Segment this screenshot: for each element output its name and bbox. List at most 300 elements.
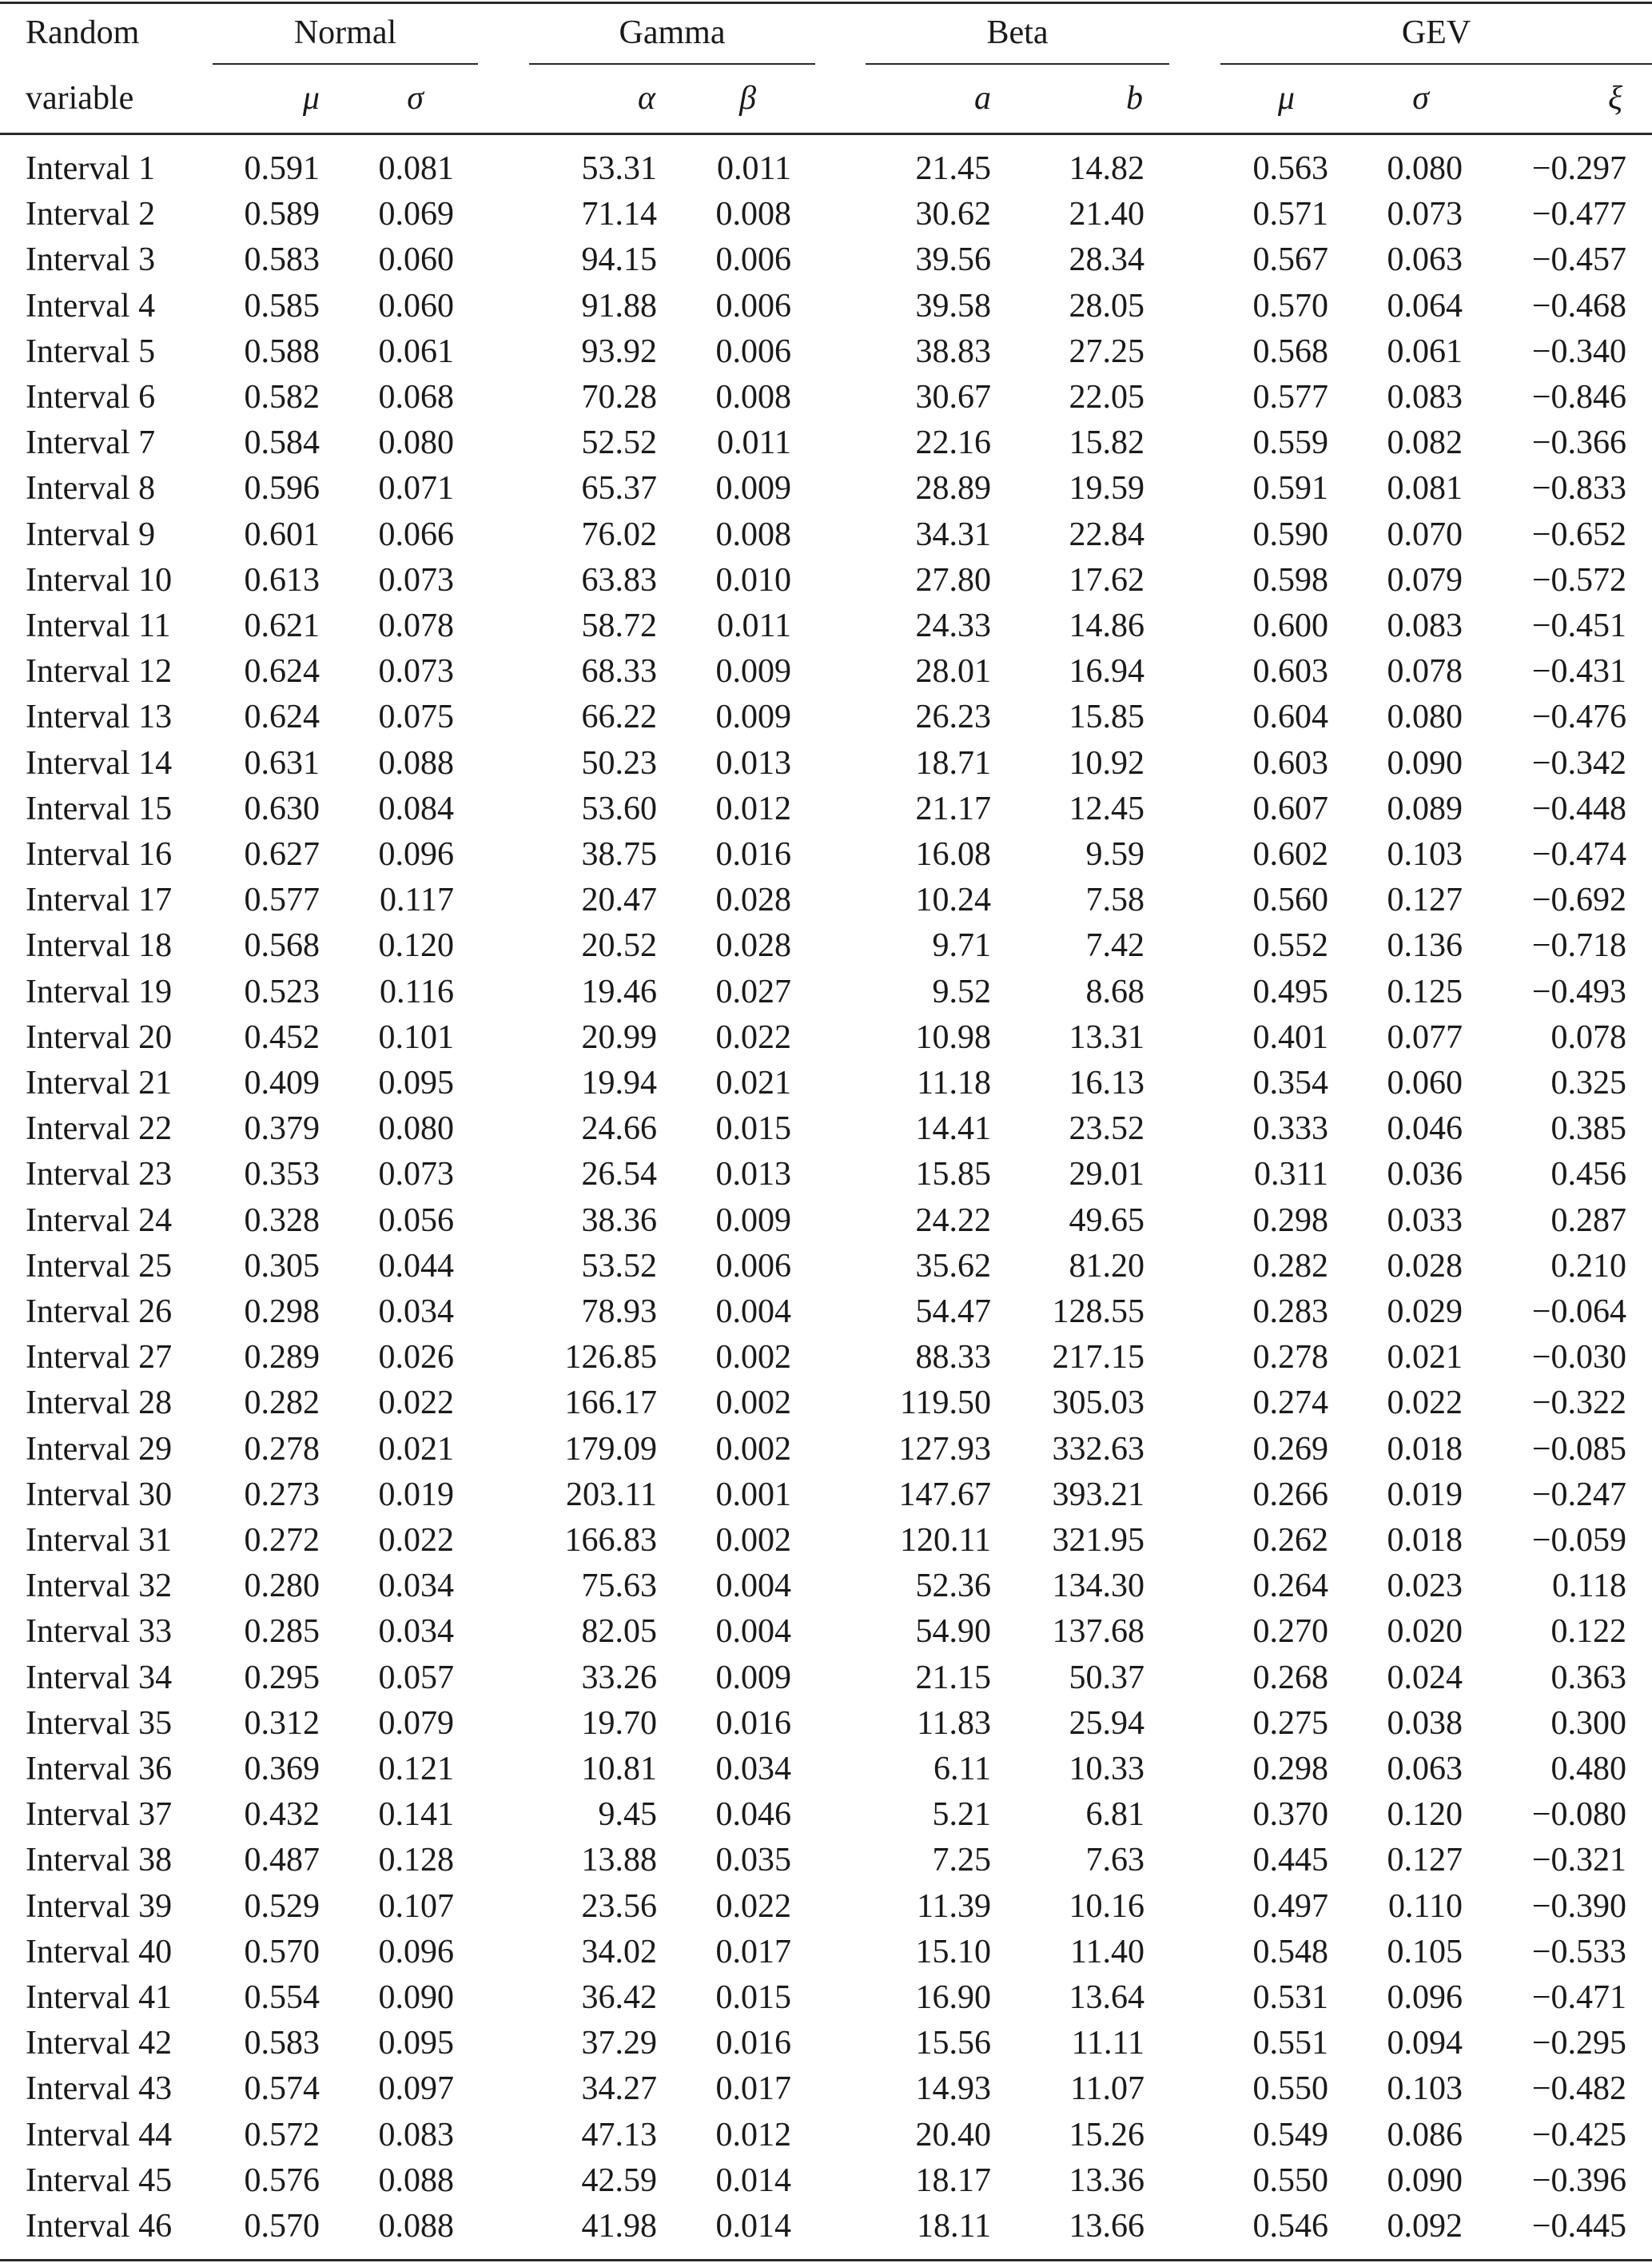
cell-gev-sigma: 0.018 bbox=[1387, 1430, 1463, 1468]
row-label: Interval 16 bbox=[26, 836, 173, 873]
cell-beta-a: 9.52 bbox=[932, 973, 991, 1010]
cell-gev-mu: 0.607 bbox=[1252, 790, 1328, 827]
gev-group-rule bbox=[1220, 63, 1652, 65]
cell-normal-sigma: 0.083 bbox=[378, 2116, 454, 2153]
bottom-rule bbox=[0, 2259, 1652, 2261]
row-label: Interval 37 bbox=[26, 1796, 173, 1834]
cell-gev-sigma: 0.103 bbox=[1387, 2070, 1463, 2108]
cell-gev-sigma: 0.120 bbox=[1387, 1796, 1463, 1834]
param-gamma-beta: β bbox=[739, 80, 756, 117]
cell-beta-a: 52.36 bbox=[915, 1568, 991, 1605]
cell-gev-sigma: 0.080 bbox=[1387, 150, 1463, 187]
cell-beta-b: 14.82 bbox=[1069, 150, 1144, 187]
cell-gev-sigma: 0.136 bbox=[1387, 927, 1463, 965]
cell-gamma-beta: 0.009 bbox=[715, 470, 791, 508]
cell-beta-b: 25.94 bbox=[1069, 1704, 1144, 1742]
cell-beta-b: 393.21 bbox=[1052, 1476, 1144, 1513]
cell-beta-b: 15.82 bbox=[1069, 424, 1144, 462]
cell-normal-mu: 0.353 bbox=[244, 1156, 320, 1193]
cell-gamma-beta: 0.022 bbox=[715, 1887, 791, 1925]
cell-normal-mu: 0.576 bbox=[244, 2161, 320, 2199]
cell-gamma-beta: 0.008 bbox=[715, 196, 791, 233]
cell-gev-sigma: 0.094 bbox=[1387, 2025, 1463, 2062]
cell-normal-sigma: 0.068 bbox=[378, 379, 454, 416]
row-label: Interval 10 bbox=[26, 561, 173, 599]
cell-beta-b: 10.33 bbox=[1069, 1751, 1144, 1787]
cell-beta-a: 24.33 bbox=[915, 608, 991, 644]
cell-beta-b: 7.42 bbox=[1085, 927, 1144, 965]
cell-gamma-beta: 0.046 bbox=[715, 1796, 791, 1834]
cell-beta-b: 15.85 bbox=[1069, 699, 1144, 736]
cell-beta-a: 18.71 bbox=[915, 744, 991, 782]
cell-beta-a: 11.39 bbox=[917, 1887, 991, 1925]
cell-gamma-alpha: 53.60 bbox=[581, 790, 657, 827]
cell-gamma-alpha: 13.88 bbox=[581, 1842, 657, 1879]
cell-gev-mu: 0.268 bbox=[1252, 1659, 1328, 1696]
cell-gev-mu: 0.531 bbox=[1252, 1979, 1328, 2016]
cell-gev-sigma: 0.078 bbox=[1387, 653, 1463, 691]
cell-gev-xi: −0.080 bbox=[1531, 1796, 1626, 1834]
cell-normal-sigma: 0.022 bbox=[378, 1384, 454, 1422]
cell-beta-a: 88.33 bbox=[915, 1339, 991, 1377]
cell-gev-xi: −0.322 bbox=[1531, 1384, 1626, 1422]
cell-gev-xi: 0.456 bbox=[1550, 1156, 1626, 1193]
cell-normal-mu: 0.282 bbox=[244, 1384, 320, 1422]
cell-beta-b: 128.55 bbox=[1052, 1293, 1144, 1330]
cell-gamma-beta: 0.017 bbox=[715, 2070, 791, 2108]
cell-gev-sigma: 0.089 bbox=[1387, 790, 1463, 827]
cell-normal-sigma: 0.088 bbox=[378, 2161, 454, 2199]
cell-beta-b: 13.31 bbox=[1069, 1018, 1144, 1056]
group-normal: Normal bbox=[293, 14, 397, 51]
cell-gev-xi: −0.692 bbox=[1531, 882, 1626, 919]
row-label: Interval 20 bbox=[26, 1018, 173, 1056]
cell-gev-sigma: 0.028 bbox=[1387, 1247, 1463, 1285]
cell-gamma-beta: 0.002 bbox=[715, 1522, 791, 1559]
cell-gev-sigma: 0.064 bbox=[1387, 287, 1463, 325]
cell-gev-xi: 0.210 bbox=[1550, 1247, 1626, 1285]
cell-gamma-alpha: 20.52 bbox=[581, 927, 657, 965]
cell-gev-mu: 0.495 bbox=[1252, 973, 1328, 1010]
cell-normal-sigma: 0.107 bbox=[378, 1887, 454, 1925]
cell-normal-mu: 0.574 bbox=[244, 2070, 320, 2108]
cell-gamma-beta: 0.027 bbox=[715, 973, 791, 1010]
cell-gev-mu: 0.591 bbox=[1252, 470, 1328, 508]
cell-gamma-beta: 0.015 bbox=[715, 1979, 791, 2016]
cell-gamma-beta: 0.014 bbox=[715, 2161, 791, 2199]
row-label: Interval 7 bbox=[26, 424, 156, 462]
cell-gev-mu: 0.401 bbox=[1252, 1018, 1328, 1056]
cell-gev-mu: 0.264 bbox=[1252, 1568, 1328, 1605]
cell-beta-b: 21.40 bbox=[1069, 196, 1144, 233]
cell-gev-xi: −0.366 bbox=[1531, 424, 1626, 462]
cell-normal-mu: 0.631 bbox=[244, 744, 320, 782]
cell-gev-mu: 0.603 bbox=[1252, 744, 1328, 782]
row-label: Interval 41 bbox=[26, 1979, 173, 2016]
cell-gamma-beta: 0.016 bbox=[715, 836, 791, 873]
cell-beta-a: 7.25 bbox=[932, 1842, 991, 1879]
cell-beta-a: 35.62 bbox=[915, 1247, 991, 1285]
cell-beta-a: 14.93 bbox=[915, 2070, 991, 2108]
cell-normal-mu: 0.452 bbox=[244, 1018, 320, 1056]
cell-beta-a: 18.11 bbox=[917, 2208, 991, 2245]
cell-gev-xi: −0.451 bbox=[1531, 608, 1626, 644]
cell-normal-mu: 0.582 bbox=[244, 379, 320, 416]
cell-beta-a: 22.16 bbox=[915, 424, 991, 462]
cell-gamma-beta: 0.002 bbox=[715, 1384, 791, 1422]
group-gamma: Gamma bbox=[619, 14, 726, 51]
cell-normal-sigma: 0.088 bbox=[378, 2208, 454, 2245]
cell-gev-xi: −0.340 bbox=[1531, 333, 1626, 370]
row-label: Interval 17 bbox=[26, 882, 173, 919]
cell-gev-sigma: 0.080 bbox=[1387, 699, 1463, 736]
cell-gev-sigma: 0.019 bbox=[1387, 1476, 1463, 1513]
header-random-label: Random bbox=[26, 14, 140, 51]
cell-beta-b: 13.64 bbox=[1069, 1979, 1144, 2016]
cell-normal-sigma: 0.060 bbox=[378, 241, 454, 279]
cell-gamma-beta: 0.008 bbox=[715, 379, 791, 416]
cell-gev-xi: −0.572 bbox=[1531, 561, 1626, 599]
cell-gamma-beta: 0.004 bbox=[715, 1293, 791, 1330]
cell-beta-a: 6.11 bbox=[933, 1751, 991, 1787]
cell-normal-sigma: 0.141 bbox=[378, 1796, 454, 1834]
cell-normal-mu: 0.298 bbox=[244, 1293, 320, 1330]
row-label: Interval 40 bbox=[26, 1933, 173, 1970]
cell-beta-a: 15.10 bbox=[915, 1933, 991, 1970]
cell-gev-sigma: 0.127 bbox=[1387, 1842, 1463, 1879]
cell-beta-b: 81.20 bbox=[1069, 1247, 1144, 1285]
cell-beta-a: 20.40 bbox=[915, 2116, 991, 2153]
cell-normal-sigma: 0.073 bbox=[378, 653, 454, 691]
cell-gev-xi: −0.425 bbox=[1531, 2116, 1626, 2153]
cell-gev-sigma: 0.105 bbox=[1387, 1933, 1463, 1970]
header-variable-label: variable bbox=[26, 80, 134, 117]
cell-gev-sigma: 0.022 bbox=[1387, 1384, 1463, 1422]
cell-gev-sigma: 0.083 bbox=[1387, 608, 1463, 644]
cell-gev-xi: −0.085 bbox=[1531, 1430, 1626, 1468]
cell-gamma-alpha: 50.23 bbox=[581, 744, 657, 782]
cell-gev-xi: 0.300 bbox=[1550, 1704, 1626, 1742]
cell-normal-mu: 0.554 bbox=[244, 1979, 320, 2016]
cell-normal-mu: 0.305 bbox=[244, 1247, 320, 1285]
cell-normal-mu: 0.285 bbox=[244, 1613, 320, 1651]
cell-gev-mu: 0.604 bbox=[1252, 699, 1328, 736]
cell-gev-sigma: 0.038 bbox=[1387, 1704, 1463, 1742]
cell-gamma-alpha: 9.45 bbox=[598, 1796, 657, 1834]
cell-gev-sigma: 0.029 bbox=[1387, 1293, 1463, 1330]
cell-beta-a: 5.21 bbox=[932, 1796, 991, 1834]
cell-gev-sigma: 0.073 bbox=[1387, 196, 1463, 233]
cell-gev-sigma: 0.090 bbox=[1387, 744, 1463, 782]
cell-normal-sigma: 0.117 bbox=[380, 882, 454, 919]
cell-gev-sigma: 0.103 bbox=[1387, 836, 1463, 873]
cell-normal-sigma: 0.116 bbox=[380, 973, 454, 1010]
cell-normal-mu: 0.529 bbox=[244, 1887, 320, 1925]
cell-beta-b: 134.30 bbox=[1052, 1568, 1144, 1605]
cell-normal-sigma: 0.079 bbox=[378, 1704, 454, 1742]
cell-gev-mu: 0.546 bbox=[1252, 2208, 1328, 2245]
cell-beta-a: 18.17 bbox=[915, 2161, 991, 2199]
cell-gamma-alpha: 70.28 bbox=[581, 379, 657, 416]
cell-gev-mu: 0.269 bbox=[1252, 1430, 1328, 1468]
cell-normal-sigma: 0.095 bbox=[378, 1065, 454, 1102]
cell-beta-b: 22.05 bbox=[1069, 379, 1144, 416]
cell-beta-b: 12.45 bbox=[1069, 790, 1144, 827]
cell-gamma-beta: 0.009 bbox=[715, 1659, 791, 1696]
cell-gamma-beta: 0.017 bbox=[715, 1933, 791, 1970]
row-label: Interval 13 bbox=[26, 699, 173, 736]
cell-gev-mu: 0.600 bbox=[1252, 608, 1328, 644]
cell-normal-mu: 0.328 bbox=[244, 1201, 320, 1239]
cell-gev-sigma: 0.070 bbox=[1387, 516, 1463, 553]
cell-normal-mu: 0.568 bbox=[244, 927, 320, 965]
row-label: Interval 25 bbox=[26, 1247, 173, 1285]
cell-gamma-alpha: 52.52 bbox=[581, 424, 657, 462]
cell-normal-sigma: 0.066 bbox=[378, 516, 454, 553]
cell-beta-b: 13.66 bbox=[1069, 2208, 1144, 2245]
cell-gamma-alpha: 82.05 bbox=[581, 1613, 657, 1651]
cell-gamma-alpha: 33.26 bbox=[581, 1659, 657, 1696]
cell-gev-xi: 0.122 bbox=[1550, 1613, 1626, 1651]
row-label: Interval 28 bbox=[26, 1384, 173, 1422]
cell-gev-sigma: 0.127 bbox=[1387, 882, 1463, 919]
cell-beta-b: 332.63 bbox=[1052, 1430, 1144, 1468]
cell-gev-sigma: 0.023 bbox=[1387, 1568, 1463, 1605]
cell-gamma-beta: 0.011 bbox=[717, 608, 791, 644]
cell-normal-mu: 0.432 bbox=[244, 1796, 320, 1834]
param-normal-mu: μ bbox=[302, 80, 320, 117]
cell-gamma-alpha: 36.42 bbox=[581, 1979, 657, 2016]
row-label: Interval 4 bbox=[26, 287, 156, 325]
cell-gev-mu: 0.590 bbox=[1252, 516, 1328, 553]
cell-gamma-beta: 0.009 bbox=[715, 653, 791, 691]
top-rule bbox=[0, 2, 1652, 4]
row-label: Interval 33 bbox=[26, 1613, 173, 1651]
row-label: Interval 34 bbox=[26, 1659, 173, 1696]
cell-normal-mu: 0.583 bbox=[244, 241, 320, 279]
cell-normal-mu: 0.601 bbox=[244, 516, 320, 553]
cell-gamma-beta: 0.035 bbox=[715, 1842, 791, 1879]
cell-beta-b: 7.63 bbox=[1085, 1842, 1144, 1879]
cell-normal-sigma: 0.069 bbox=[378, 196, 454, 233]
cell-gamma-beta: 0.006 bbox=[715, 1247, 791, 1285]
cell-beta-b: 15.26 bbox=[1069, 2116, 1144, 2153]
cell-gamma-beta: 0.011 bbox=[717, 150, 791, 187]
cell-beta-a: 21.45 bbox=[915, 150, 991, 187]
cell-beta-b: 50.37 bbox=[1069, 1659, 1144, 1696]
cell-beta-a: 16.08 bbox=[915, 836, 991, 873]
cell-gev-xi: −0.468 bbox=[1531, 287, 1626, 325]
cell-gamma-alpha: 91.88 bbox=[581, 287, 657, 325]
cell-gev-mu: 0.298 bbox=[1252, 1201, 1328, 1239]
row-label: Interval 35 bbox=[26, 1704, 173, 1742]
cell-gamma-alpha: 65.37 bbox=[581, 470, 657, 508]
cell-beta-a: 28.89 bbox=[915, 470, 991, 508]
cell-normal-mu: 0.572 bbox=[244, 2116, 320, 2153]
cell-beta-b: 321.95 bbox=[1052, 1522, 1144, 1559]
cell-beta-a: 54.90 bbox=[915, 1613, 991, 1651]
cell-gamma-alpha: 53.31 bbox=[581, 150, 657, 187]
cell-normal-mu: 0.273 bbox=[244, 1476, 320, 1513]
cell-gamma-beta: 0.006 bbox=[715, 241, 791, 279]
cell-gamma-beta: 0.001 bbox=[715, 1476, 791, 1513]
cell-beta-b: 10.16 bbox=[1069, 1887, 1144, 1925]
cell-gev-sigma: 0.090 bbox=[1387, 2161, 1463, 2199]
cell-normal-mu: 0.379 bbox=[244, 1110, 320, 1148]
row-label: Interval 46 bbox=[26, 2208, 173, 2245]
cell-beta-a: 24.22 bbox=[915, 1201, 991, 1239]
cell-beta-a: 127.93 bbox=[898, 1430, 991, 1468]
cell-gev-mu: 0.560 bbox=[1252, 882, 1328, 919]
row-label: Interval 22 bbox=[26, 1110, 173, 1148]
cell-gamma-beta: 0.006 bbox=[715, 333, 791, 370]
cell-beta-a: 147.67 bbox=[898, 1476, 991, 1513]
cell-gev-mu: 0.370 bbox=[1252, 1796, 1328, 1834]
cell-gamma-beta: 0.014 bbox=[715, 2208, 791, 2245]
cell-beta-b: 11.11 bbox=[1071, 2025, 1144, 2062]
cell-gev-xi: −0.533 bbox=[1531, 1933, 1626, 1970]
cell-gev-xi: −0.476 bbox=[1531, 699, 1626, 736]
cell-gev-mu: 0.559 bbox=[1252, 424, 1328, 462]
cell-normal-sigma: 0.034 bbox=[378, 1293, 454, 1330]
cell-normal-mu: 0.570 bbox=[244, 1933, 320, 1970]
cell-beta-b: 16.13 bbox=[1069, 1065, 1144, 1102]
cell-gev-xi: −0.321 bbox=[1531, 1842, 1626, 1879]
cell-gev-xi: −0.457 bbox=[1531, 241, 1626, 279]
cell-gamma-beta: 0.009 bbox=[715, 699, 791, 736]
row-label: Interval 29 bbox=[26, 1430, 173, 1468]
cell-normal-sigma: 0.097 bbox=[378, 2070, 454, 2108]
row-label: Interval 2 bbox=[26, 196, 156, 233]
cell-normal-mu: 0.613 bbox=[244, 561, 320, 599]
beta-group-rule bbox=[866, 63, 1169, 65]
cell-gamma-alpha: 38.75 bbox=[581, 836, 657, 873]
param-gev-mu: μ bbox=[1277, 80, 1295, 117]
cell-gev-sigma: 0.021 bbox=[1387, 1339, 1463, 1377]
cell-normal-sigma: 0.021 bbox=[378, 1430, 454, 1468]
header-rule bbox=[0, 133, 1652, 135]
cell-normal-sigma: 0.075 bbox=[378, 699, 454, 736]
cell-normal-mu: 0.289 bbox=[244, 1339, 320, 1377]
cell-gev-mu: 0.354 bbox=[1252, 1065, 1328, 1102]
cell-beta-a: 39.56 bbox=[915, 241, 991, 279]
cell-beta-a: 11.18 bbox=[917, 1065, 991, 1102]
row-label: Interval 26 bbox=[26, 1293, 173, 1330]
cell-gamma-beta: 0.009 bbox=[715, 1201, 791, 1239]
cell-gamma-alpha: 20.99 bbox=[581, 1018, 657, 1056]
cell-gev-sigma: 0.086 bbox=[1387, 2116, 1463, 2153]
cell-normal-mu: 0.585 bbox=[244, 287, 320, 325]
cell-normal-sigma: 0.034 bbox=[378, 1613, 454, 1651]
cell-gev-mu: 0.550 bbox=[1252, 2161, 1328, 2199]
row-label: Interval 38 bbox=[26, 1842, 173, 1879]
cell-gamma-beta: 0.010 bbox=[715, 561, 791, 599]
cell-normal-sigma: 0.121 bbox=[378, 1751, 454, 1787]
cell-gev-xi: 0.480 bbox=[1550, 1751, 1626, 1787]
row-label: Interval 18 bbox=[26, 927, 173, 965]
cell-gev-xi: −0.064 bbox=[1531, 1293, 1626, 1330]
cell-gev-mu: 0.548 bbox=[1252, 1933, 1328, 1970]
cell-normal-mu: 0.523 bbox=[244, 973, 320, 1010]
cell-gev-sigma: 0.060 bbox=[1387, 1065, 1463, 1102]
cell-normal-mu: 0.589 bbox=[244, 196, 320, 233]
cell-gamma-beta: 0.012 bbox=[715, 2116, 791, 2153]
cell-gamma-beta: 0.002 bbox=[715, 1430, 791, 1468]
row-label: Interval 43 bbox=[26, 2070, 173, 2108]
cell-normal-sigma: 0.026 bbox=[378, 1339, 454, 1377]
cell-beta-b: 217.15 bbox=[1052, 1339, 1144, 1377]
cell-beta-a: 54.47 bbox=[915, 1293, 991, 1330]
cell-normal-sigma: 0.044 bbox=[378, 1247, 454, 1285]
param-beta-a: a bbox=[974, 80, 991, 117]
cell-gev-mu: 0.570 bbox=[1252, 287, 1328, 325]
cell-gamma-alpha: 71.14 bbox=[581, 196, 657, 233]
cell-normal-sigma: 0.096 bbox=[378, 836, 454, 873]
cell-beta-b: 28.34 bbox=[1069, 241, 1144, 279]
cell-gev-xi: −0.297 bbox=[1531, 150, 1626, 187]
cell-gev-xi: −0.493 bbox=[1531, 973, 1626, 1010]
cell-normal-sigma: 0.120 bbox=[378, 927, 454, 965]
cell-gev-sigma: 0.020 bbox=[1387, 1613, 1463, 1651]
cell-gamma-alpha: 24.66 bbox=[581, 1110, 657, 1148]
cell-beta-a: 39.58 bbox=[915, 287, 991, 325]
cell-gev-xi: −0.471 bbox=[1531, 1979, 1626, 2016]
cell-gev-xi: −0.431 bbox=[1531, 653, 1626, 691]
cell-gev-mu: 0.552 bbox=[1252, 927, 1328, 965]
cell-gev-sigma: 0.092 bbox=[1387, 2208, 1463, 2245]
cell-beta-b: 7.58 bbox=[1085, 882, 1144, 919]
cell-gev-xi: −0.390 bbox=[1531, 1887, 1626, 1925]
cell-normal-mu: 0.369 bbox=[244, 1751, 320, 1787]
cell-beta-b: 10.92 bbox=[1069, 744, 1144, 782]
cell-normal-sigma: 0.057 bbox=[378, 1659, 454, 1696]
cell-gamma-alpha: 68.33 bbox=[581, 653, 657, 691]
cell-gev-mu: 0.445 bbox=[1252, 1842, 1328, 1879]
cell-gamma-alpha: 126.85 bbox=[564, 1339, 657, 1377]
cell-normal-mu: 0.588 bbox=[244, 333, 320, 370]
cell-beta-a: 120.11 bbox=[900, 1522, 991, 1559]
cell-beta-b: 17.62 bbox=[1069, 561, 1144, 599]
group-gev: GEV bbox=[1401, 14, 1471, 51]
cell-gamma-alpha: 10.81 bbox=[581, 1751, 657, 1787]
cell-gamma-alpha: 93.92 bbox=[581, 333, 657, 370]
cell-gev-xi: −0.396 bbox=[1531, 2161, 1626, 2199]
cell-gev-xi: −0.342 bbox=[1531, 744, 1626, 782]
normal-group-rule bbox=[213, 63, 478, 65]
cell-gamma-alpha: 42.59 bbox=[581, 2161, 657, 2199]
cell-beta-b: 137.68 bbox=[1052, 1613, 1144, 1651]
cell-gev-mu: 0.598 bbox=[1252, 561, 1328, 599]
param-gev-sigma: σ bbox=[1412, 80, 1429, 117]
cell-gev-sigma: 0.125 bbox=[1387, 973, 1463, 1010]
cell-gev-mu: 0.282 bbox=[1252, 1247, 1328, 1285]
cell-gamma-beta: 0.021 bbox=[715, 1065, 791, 1102]
cell-gev-mu: 0.571 bbox=[1252, 196, 1328, 233]
cell-gev-xi: 0.118 bbox=[1552, 1568, 1626, 1605]
cell-normal-mu: 0.583 bbox=[244, 2025, 320, 2062]
cell-gamma-beta: 0.002 bbox=[715, 1339, 791, 1377]
cell-gev-xi: 0.363 bbox=[1550, 1659, 1626, 1696]
cell-beta-a: 11.83 bbox=[917, 1704, 991, 1742]
cell-normal-sigma: 0.084 bbox=[378, 790, 454, 827]
cell-gamma-beta: 0.013 bbox=[715, 1156, 791, 1193]
cell-gev-xi: 0.287 bbox=[1550, 1201, 1626, 1239]
cell-beta-b: 9.59 bbox=[1085, 836, 1144, 873]
cell-normal-sigma: 0.096 bbox=[378, 1933, 454, 1970]
cell-normal-sigma: 0.034 bbox=[378, 1568, 454, 1605]
row-label: Interval 30 bbox=[26, 1476, 173, 1513]
cell-gamma-beta: 0.006 bbox=[715, 287, 791, 325]
